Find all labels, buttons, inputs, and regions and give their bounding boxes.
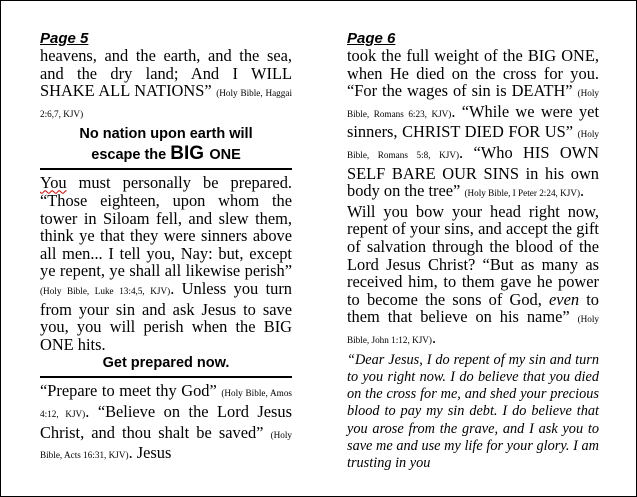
prepared-paragraph: [40, 174, 292, 353]
period-2: .: [431, 327, 437, 347]
romans-58-citation: (Holy Bible, Romans 5:8, KJV): [347, 129, 599, 160]
amos-text: “Prepare to meet thy God”: [40, 381, 222, 401]
nation-heading-pre: escape the: [91, 147, 171, 164]
acts-citation: (Holy Bible, Acts 16:31, KJV): [40, 429, 292, 461]
john-citation: (Holy Bible, John 1:12, KJV): [347, 314, 599, 345]
peter-citation: (Holy Bible, I Peter 2:24, KJV): [464, 188, 581, 199]
even-word: even: [549, 289, 580, 309]
nation-heading: [40, 125, 292, 165]
sinners-text: . “While we were yet sinners, CHRIST DIED FOR US”: [347, 101, 599, 142]
jesus-text: . Jesus: [128, 443, 172, 463]
prayer-text: “Dear Jesus, I do repent of my sin and turn to you right now. I do believe that you died on the cross for me, and shed your precious blood to pay my sin debt. I do believe that you arose from the grave, and I ask you to save me and use my life for your glory. I am trusting in you: [347, 351, 599, 472]
acts-text: . “Believe on the Lord Jesus Christ, and thou shalt be saved”: [40, 401, 292, 442]
cross-paragraph: [347, 47, 599, 203]
period: .: [580, 181, 585, 201]
romans-623-citation: (Holy Bible, Romans 6:23, KJV): [347, 88, 599, 119]
luke-citation: (Holy Bible, Luke 13:4,5, KJV): [40, 285, 171, 296]
haggai-paragraph: [40, 47, 292, 123]
spellcheck-word: You: [40, 173, 67, 193]
heading-rule-2: [40, 376, 292, 378]
nation-heading-line1: No nation upon earth will: [79, 126, 253, 143]
bow-text: Will you bow your head right now, repent of your sins, and accept the gift of salvation through the blood of the Lord Jesus Christ? “But as many as received him, to them gave he power to become the sons of God,: [347, 201, 599, 309]
nation-heading-post: ONE: [209, 147, 241, 164]
believe-text: to them that believe on his name”: [347, 289, 599, 327]
heading-rule: [40, 168, 292, 170]
page-6: [347, 30, 599, 473]
amos-citation: (Holy Bible, Amos 4:12, KJV): [40, 388, 292, 419]
page-5: [40, 30, 292, 465]
own-self-text: . “Who HIS OWN SELF BARE OUR SINS in his own body on the tree”: [347, 142, 599, 201]
haggai-citation: (Holy Bible, Haggai 2:6,7, KJV): [40, 88, 293, 119]
amos-paragraph: [40, 382, 292, 464]
perish-text: . Unless you turn from your sin and ask Jesus to save you, you will perish when the BIG ONE hits.: [40, 278, 292, 354]
get-prepared-heading: Get prepared now.: [102, 355, 230, 372]
nation-heading-line2: [40, 144, 292, 165]
haggai-text: heavens, and the earth, and the sea, and the dry land; And I WILL SHAKE ALL NATIONS”: [40, 46, 292, 101]
luke-text: must personally be prepared. “Those eighteen, upon whom the tower in Siloam fell, and slew them, think ye that they were sinners above all men... I tell you, Nay: but, except ye repent, ye shall all likewise perish”: [40, 173, 292, 281]
nation-heading-big: BIG: [170, 143, 210, 165]
bow-paragraph: [347, 203, 599, 350]
page-6-label: Page 6: [347, 30, 396, 47]
wages-text: took the full weight of the BIG ONE, when He died on the cross for you. “For the wages of sin is DEATH”: [347, 46, 599, 101]
page-5-label: Page 5: [40, 30, 89, 47]
